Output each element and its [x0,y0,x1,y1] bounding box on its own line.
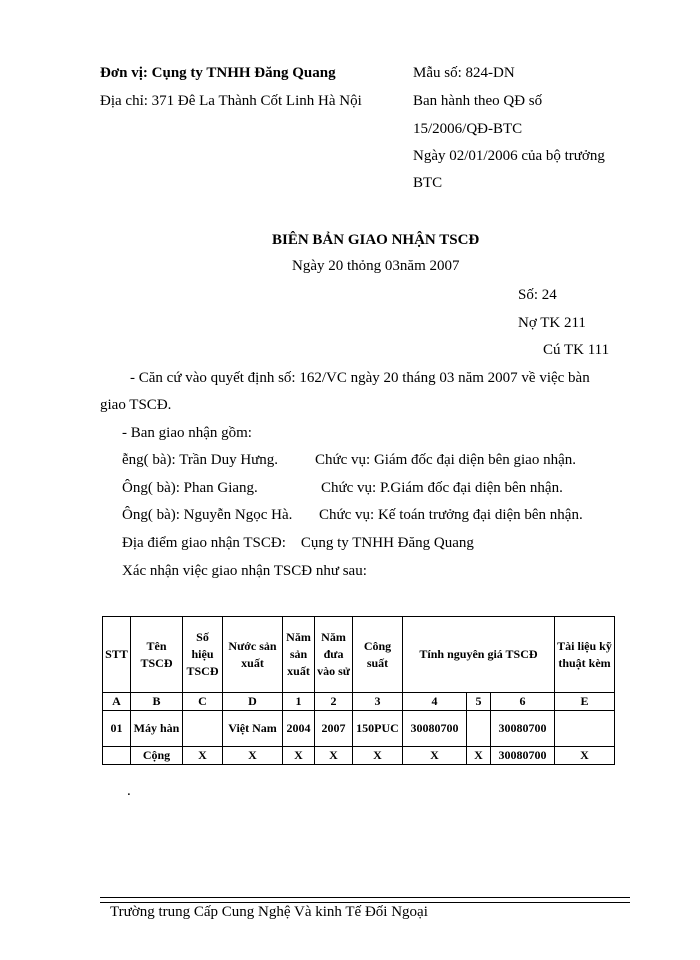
row-cell: 01 [103,711,131,747]
stray-dot: . [127,783,131,799]
code-cell: A [103,693,131,711]
footer-school: Trường trung Cấp Cung Nghệ Và kinh Tế Đối Ngoại [110,904,428,920]
row-cell [467,711,491,747]
document-number: Số: 24 [518,287,557,303]
person-2-name: Ông( bà): Phan Giang. [122,480,258,496]
code-cell: B [131,693,183,711]
code-cell: C [183,693,223,711]
credit-account: Cú TK 111 [543,342,610,358]
unit-name: Đơn vị: Cụng ty TNHH Đăng Quang [100,65,336,81]
confirmation-line: Xác nhận việc giao nhận TSCĐ như sau: [122,563,367,579]
code-cell: 2 [315,693,353,711]
code-cell: 4 [403,693,467,711]
code-cell: 6 [491,693,555,711]
handover-place: Địa điểm giao nhận TSCĐ: Cụng ty TNHH Đăng Quang [122,535,474,551]
debit-account: Nợ TK 211 [518,315,586,331]
header-asset-name: Tên TSCĐ [131,617,183,693]
total-cell: X [555,747,615,765]
document-date: Ngày 20 thỏng 03năm 2007 [292,258,460,274]
row-cell: 30080700 [403,711,467,747]
header-original-cost: Tính nguyên giá TSCĐ [403,617,555,693]
footer-rule-top [100,897,630,898]
row-cell: 2004 [283,711,315,747]
issued-line-4: BTC [413,175,443,191]
row-cell: 2007 [315,711,353,747]
committee-intro: - Ban giao nhận gồm: [122,425,252,441]
row-cell: Máy hàn [131,711,183,747]
total-cell [103,747,131,765]
total-cell: Cộng [131,747,183,765]
code-cell: E [555,693,615,711]
header-stt: STT [103,617,131,693]
total-cell: X [353,747,403,765]
person-3-role: Chức vụ: Kế toán trưởng đại diện bên nhận. [319,507,583,523]
header-year-used: Năm đưa vào sử [315,617,353,693]
asset-table [102,616,615,765]
table-header-row [103,617,615,693]
table-row [103,711,615,747]
total-cell: X [223,747,283,765]
person-2-role: Chức vụ: P.Giám đốc đại diện bên nhận. [321,480,563,496]
footer-rule-bottom [100,902,630,903]
header-asset-code: Số hiệu TSCĐ [183,617,223,693]
table-code-row [103,693,615,711]
form-number: Mẫu số: 824-DN [413,65,515,81]
header-country: Nước sản xuất [223,617,283,693]
issued-line-3: Ngày 02/01/2006 của bộ trưởng [413,148,605,164]
person-3-name: Ông( bà): Nguyễn Ngọc Hà. [122,507,293,523]
code-cell: 5 [467,693,491,711]
row-cell: 150PUC [353,711,403,747]
total-cell: X [403,747,467,765]
issued-line-1: Ban hành theo QĐ số [413,93,543,109]
person-1-role: Chức vụ: Giám đốc đại diện bên giao nhận. [315,452,576,468]
person-1-name: ễng( bà): Trần Duy Hưng. [122,452,279,468]
code-cell: D [223,693,283,711]
header-documents: Tài liệu kỹ thuật kèm [555,617,615,693]
basis-line-1: - Căn cứ vào quyết định số: 162/VC ngày 20 tháng 03 năm 2007 về việc bàn [130,370,590,386]
unit-address: Địa chỉ: 371 Đê La Thành Cốt Linh Hà Nội [100,93,362,109]
total-cell: X [283,747,315,765]
row-cell: Việt Nam [223,711,283,747]
total-cell: X [315,747,353,765]
code-cell: 3 [353,693,403,711]
row-cell [555,711,615,747]
document-title: BIÊN BẢN GIAO NHẬN TSCĐ [272,232,480,248]
basis-line-2: giao TSCĐ. [100,397,172,413]
total-cell: X [467,747,491,765]
total-cell: 30080700 [491,747,555,765]
header-capacity: Công suất [353,617,403,693]
code-cell: 1 [283,693,315,711]
row-cell: 30080700 [491,711,555,747]
header-year-made: Năm sản xuất [283,617,315,693]
issued-line-2: 15/2006/QĐ-BTC [413,121,523,137]
table-total-row [103,747,615,765]
total-cell: X [183,747,223,765]
row-cell [183,711,223,747]
